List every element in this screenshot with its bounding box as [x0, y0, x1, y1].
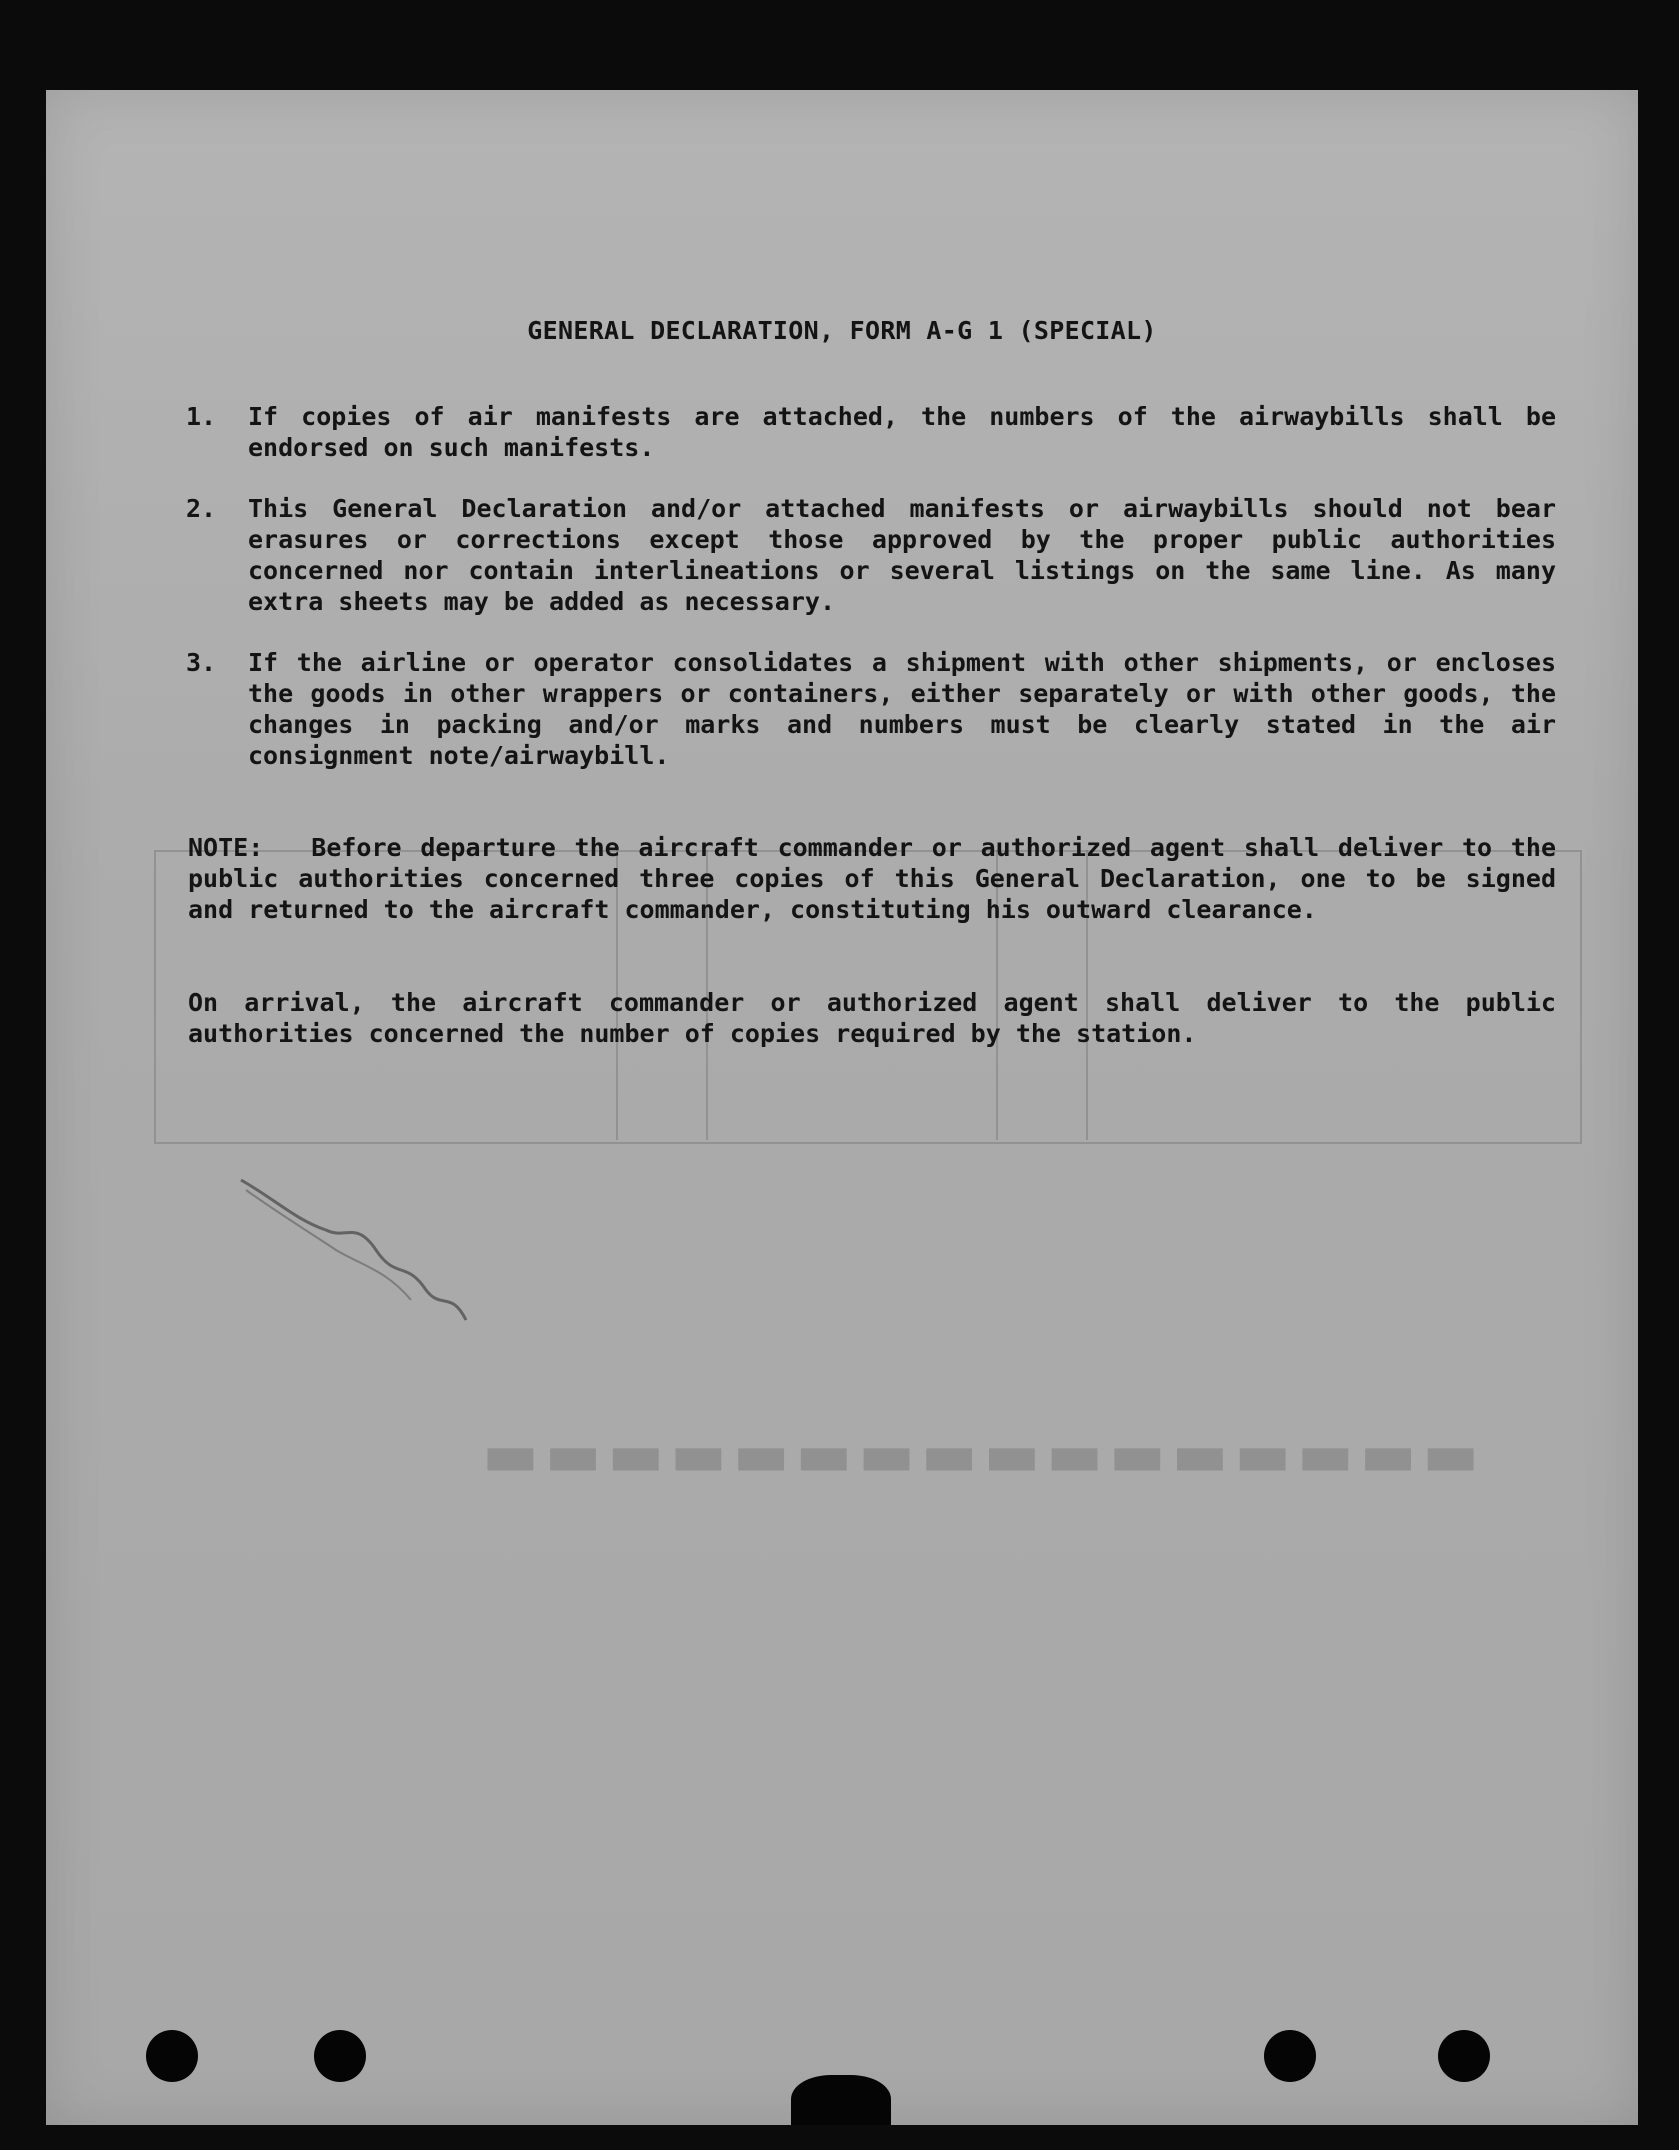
punch-hole	[1264, 2030, 1316, 2082]
punch-hole	[1438, 2030, 1490, 2082]
punch-hole	[146, 2030, 198, 2082]
show-through-heading: ▬▬▬▬▬▬▬▬▬▬▬▬▬▬▬▬	[476, 1420, 1480, 1490]
note-label: NOTE:	[188, 833, 264, 862]
instruction-number: 3.	[186, 648, 217, 677]
instruction-number: 2.	[186, 494, 217, 523]
note-text: Before departure the aircraft commander or authorized agent shall deliver to the public authorities concerned three copies of this General Declaration, one to be signed and returned to the aircraft commander, constituting his outward clearance.	[188, 833, 1556, 924]
document-title: GENERAL DECLARATION, FORM A-G 1 (SPECIAL)	[527, 316, 1157, 345]
note-paragraph	[188, 832, 1556, 925]
instruction-item	[186, 401, 1556, 463]
instruction-text: This General Declaration and/or attached manifests or airwaybills should not bear erasures or corrections except those approved by the proper public authorities concerned nor contain interlineations or several listings on the same line. As many extra sheets may be added as necessary.	[248, 494, 1556, 616]
document-page	[46, 90, 1638, 2125]
instruction-text: If copies of air manifests are attached, the numbers of the airwaybills shall be endorsed on such manifests.	[248, 402, 1556, 462]
pencil-scribble	[236, 1170, 496, 1330]
instruction-item	[186, 493, 1556, 617]
arrival-paragraph: On arrival, the aircraft commander or authorized agent shall deliver to the public authorities concerned the number of copies required by the station.	[188, 988, 1556, 1048]
instruction-number: 1.	[186, 402, 217, 431]
page-notch	[791, 2075, 891, 2125]
instruction-item	[186, 647, 1556, 771]
punch-hole	[314, 2030, 366, 2082]
instruction-text: If the airline or operator consolidates a shipment with other shipments, or encloses the goods in other wrappers or containers, either separately or with other goods, the changes in packing and/or marks and numbers must be clearly stated in the air consignment note/airwaybill.	[248, 648, 1556, 770]
